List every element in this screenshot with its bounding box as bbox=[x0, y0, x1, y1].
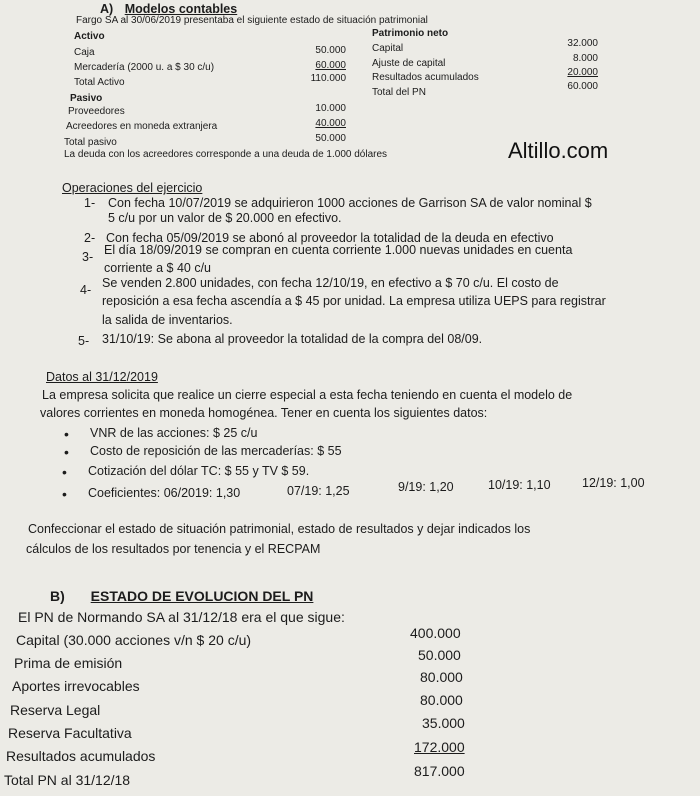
section-b-heading bbox=[50, 588, 313, 604]
section-b-letter: B) bbox=[50, 588, 65, 604]
pn-b-row-value: 50.000 bbox=[418, 647, 461, 663]
op-text-line: El día 18/09/2019 se compran en cuenta corriente 1.000 nuevas unidades en cuenta bbox=[104, 243, 573, 257]
section-b-intro: El PN de Normando SA al 31/12/18 era el que sigue: bbox=[18, 609, 345, 625]
activo-label: Activo bbox=[74, 31, 105, 42]
op-number: 5- bbox=[78, 334, 90, 348]
pasivo-row-label: Proveedores bbox=[68, 106, 125, 117]
pn-total-value: 60.000 bbox=[567, 81, 598, 92]
pn-b-row-value: 35.000 bbox=[422, 715, 465, 731]
op-text-line: reposición a esa fecha ascendía a $ 45 por unidad. La empresa utiliza UEPS para registrar bbox=[102, 294, 606, 308]
datos-bullet: • Cotización del dólar TC: $ 55 y TV $ 59. bbox=[88, 464, 309, 478]
op-text-line: 31/10/19: Se abona al proveedor la totalidad de la compra del 08/09. bbox=[102, 332, 483, 346]
deuda-note: La deuda con los acreedores corresponde a una deuda de 1.000 dólares bbox=[64, 149, 388, 160]
op-text-line: la salida de inventarios. bbox=[102, 313, 233, 327]
pn-b-total-value: 817.000 bbox=[414, 763, 465, 779]
pn-row-value: 8.000 bbox=[572, 53, 598, 64]
pn-row-value: 20.000 bbox=[567, 67, 598, 78]
pasivo-total-value: 50.000 bbox=[315, 133, 346, 144]
pasivo-label: Pasivo bbox=[70, 93, 103, 104]
pn-b-row-value: 172.000 bbox=[414, 739, 465, 755]
watermark-text: Altillo.com bbox=[508, 138, 609, 163]
op-number: 4- bbox=[80, 283, 92, 297]
pn-b-row-label: Reserva Legal bbox=[10, 702, 101, 718]
pasivo-row-value: 40.000 bbox=[315, 118, 346, 129]
task-text-line: Confeccionar el estado de situación patrimonial, estado de resultados y dejar indicados los bbox=[28, 522, 531, 536]
op-text-line: Con fecha 10/07/2019 se adquirieron 1000 acciones de Garrison SA de valor nominal $ bbox=[108, 196, 592, 210]
datos-bullet: • VNR de las acciones: $ 25 c/u bbox=[90, 426, 257, 440]
datos-text-line: La empresa solicita que realice un cierre especial a esta fecha teniendo en cuenta el modelo de bbox=[42, 388, 573, 402]
pn-row-value: 32.000 bbox=[567, 38, 598, 49]
datos-bullet: • Costo de reposición de las mercaderías: $ 55 bbox=[90, 444, 342, 458]
section-a-intro: Fargo SA al 30/06/2019 presentaba el siguiente estado de situación patrimonial bbox=[76, 15, 428, 26]
datos-title: Datos al 31/12/2019 bbox=[46, 370, 158, 384]
op-text-line: Con fecha 05/09/2019 se abonó al proveedor la totalidad de la deuda en efectivo bbox=[106, 231, 554, 245]
pn-b-row-label: Reserva Facultativa bbox=[8, 725, 132, 741]
activo-total-label: Total Activo bbox=[74, 77, 125, 88]
pn-b-row-label: Prima de emisión bbox=[14, 655, 123, 671]
pn-b-row-label: Aportes irrevocables bbox=[12, 678, 140, 694]
pn-label: Patrimonio neto bbox=[372, 28, 449, 39]
op-text-line: corriente a $ 40 c/u bbox=[104, 261, 212, 275]
section-a-heading bbox=[100, 2, 237, 16]
pn-b-row-value: 80.000 bbox=[420, 692, 463, 708]
activo-row-value: 50.000 bbox=[315, 45, 346, 56]
datos-bullet-coeficientes: • Coeficientes: 06/2019: 1,30 bbox=[88, 486, 240, 500]
pn-b-row-label: Resultados acumulados bbox=[6, 748, 156, 764]
pn-b-total-label: Total PN al 31/12/18 bbox=[4, 772, 131, 788]
section-b-title: ESTADO DE EVOLUCION DEL PN bbox=[90, 588, 314, 604]
coef-value: 9/19: 1,20 bbox=[398, 480, 454, 494]
pn-row-label: Capital bbox=[372, 43, 404, 54]
pasivo-total-label: Total pasivo bbox=[64, 137, 117, 148]
pn-b-row-value: 80.000 bbox=[420, 669, 463, 685]
ops-title: Operaciones del ejercicio bbox=[62, 181, 203, 195]
activo-row-label: Caja bbox=[74, 47, 95, 58]
coef-value: 10/19: 1,10 bbox=[488, 478, 551, 492]
op-text-line: Se venden 2.800 unidades, con fecha 12/10/19, en efectivo a $ 70 c/u. El costo de bbox=[102, 276, 559, 290]
pn-b-row-value: 400.000 bbox=[410, 625, 461, 641]
op-number: 1- bbox=[84, 196, 96, 210]
activo-row-label: Mercadería (2000 u. a $ 30 c/u) bbox=[74, 62, 215, 73]
pn-b-row-label: Capital (30.000 acciones v/n $ 20 c/u) bbox=[16, 632, 252, 648]
op-number: 2- bbox=[84, 231, 96, 245]
coef-value: 07/19: 1,25 bbox=[287, 484, 350, 498]
task-text-line: cálculos de los resultados por tenencia y el RECPAM bbox=[26, 542, 321, 556]
coef-value: 12/19: 1,00 bbox=[582, 476, 645, 490]
pasivo-row-value: 10.000 bbox=[315, 103, 346, 114]
section-a-letter: A) bbox=[100, 2, 114, 16]
section-a-title: Modelos contables bbox=[124, 2, 238, 16]
pn-total-label: Total del PN bbox=[372, 87, 426, 98]
activo-row-value: 60.000 bbox=[315, 60, 346, 71]
op-number: 3- bbox=[82, 250, 94, 264]
activo-total-value: 110.000 bbox=[310, 73, 346, 84]
pn-row-label: Resultados acumulados bbox=[372, 72, 479, 83]
datos-text-line: valores corrientes en moneda homogénea. Tener en cuenta los siguientes datos: bbox=[40, 406, 488, 420]
pasivo-row-label: Acreedores en moneda extranjera bbox=[66, 121, 218, 132]
op-text-line: 5 c/u por un valor de $ 20.000 en efectivo. bbox=[108, 211, 342, 225]
pn-row-label: Ajuste de capital bbox=[372, 58, 446, 69]
